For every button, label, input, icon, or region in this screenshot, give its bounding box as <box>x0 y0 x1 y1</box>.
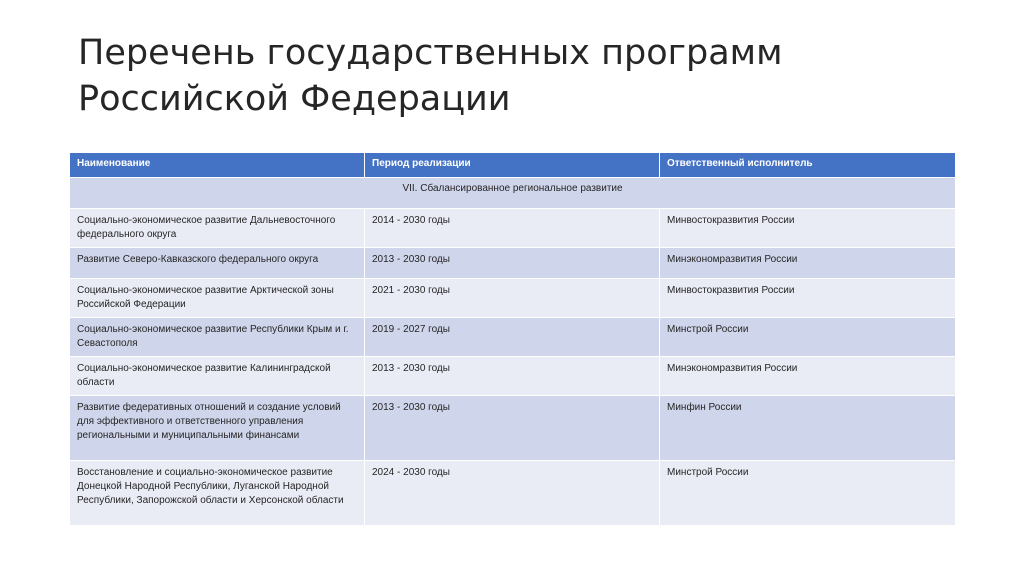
row-period: 2019 - 2027 годы <box>365 318 660 357</box>
row-executor: Минэкономразвития России <box>660 357 956 396</box>
row-period: 2021 - 2030 годы <box>365 279 660 318</box>
row-executor: Минвостокразвития России <box>660 209 956 248</box>
row-name: Социально-экономическое развитие Дальневосточного федерального округа <box>70 209 365 248</box>
row-name: Социально-экономическое развитие Арктической зоны Российской Федерации <box>70 279 365 318</box>
table-row <box>70 279 956 318</box>
section-title: VII. Сбалансированное региональное развитие <box>70 178 956 209</box>
row-executor: Минстрой России <box>660 461 956 526</box>
row-executor: Минфин России <box>660 396 956 461</box>
row-name: Социально-экономическое развитие Республики Крым и г. Севастополя <box>70 318 365 357</box>
row-name: Восстановление и социально-экономическое развитие Донецкой Народной Республики, Луганской Народной Республики, Запорожской области и Херсонской области <box>70 461 365 526</box>
row-executor: Минэкономразвития России <box>660 248 956 279</box>
table-row <box>70 461 956 526</box>
table-row <box>70 357 956 396</box>
table-row <box>70 209 956 248</box>
header-executor: Ответственный исполнитель <box>660 153 956 178</box>
row-period: 2024 - 2030 годы <box>365 461 660 526</box>
row-name: Развитие федеративных отношений и создание условий для эффективного и ответственного управления региональными и муниципальными финансами <box>70 396 365 461</box>
row-period: 2013 - 2030 годы <box>365 357 660 396</box>
table-row <box>70 396 956 461</box>
row-executor: Минстрой России <box>660 318 956 357</box>
row-name: Социально-экономическое развитие Калининградской области <box>70 357 365 396</box>
header-name: Наименование <box>70 153 365 178</box>
slide-title <box>78 30 978 122</box>
section-row <box>70 178 956 209</box>
header-period: Период реализации <box>365 153 660 178</box>
slide-title-line-2: Российской Федерации <box>78 79 511 119</box>
row-executor: Минвостокразвития России <box>660 279 956 318</box>
row-period: 2013 - 2030 годы <box>365 396 660 461</box>
row-name: Развитие Северо-Кавказского федерального округа <box>70 248 365 279</box>
programs-table <box>69 152 956 526</box>
slide-title-line-1: Перечень государственных программ <box>78 33 783 73</box>
row-period: 2013 - 2030 годы <box>365 248 660 279</box>
table-row <box>70 318 956 357</box>
row-period: 2014 - 2030 годы <box>365 209 660 248</box>
table-header-row <box>70 153 956 178</box>
table-row <box>70 248 956 279</box>
